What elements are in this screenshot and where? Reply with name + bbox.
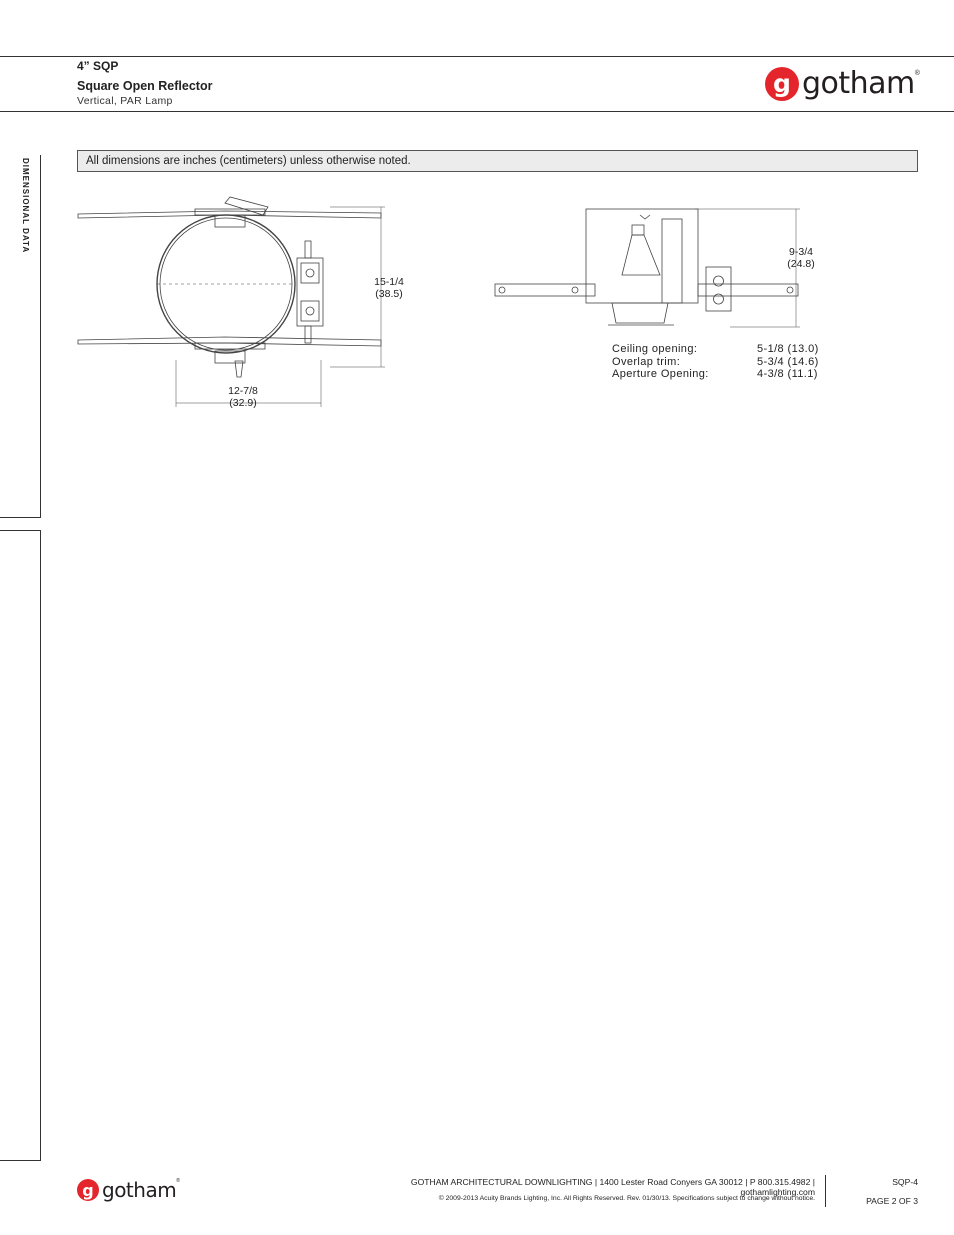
footer-divider	[825, 1175, 826, 1207]
footer-logo-mark: g	[77, 1179, 99, 1201]
spec-label: Ceiling opening:	[612, 343, 698, 355]
spec-label: Aperture Opening:	[612, 368, 709, 380]
opening-spec-table	[612, 343, 819, 381]
side-view-drawing	[490, 205, 810, 335]
footer-logo-wordmark: gotham	[102, 1178, 177, 1202]
footer-address: GOTHAM ARCHITECTURAL DOWNLIGHTING | 1400 Lester Road Conyers GA 30012 | P 800.315.4982 | gothamlighting.com	[410, 1177, 815, 1197]
side-height-cm: (24.8)	[787, 258, 815, 270]
header-bottom-rule	[0, 111, 954, 112]
spec-value: 5-1/8 (13.0)	[757, 343, 819, 355]
product-name: Square Open Reflector	[77, 79, 213, 93]
spec-label: Overlap trim:	[612, 355, 681, 368]
top-width-inches: 12-7/8	[228, 385, 258, 397]
logo-mark: g	[765, 67, 799, 101]
spec-row	[612, 356, 819, 369]
spec-row	[612, 368, 819, 381]
sidebar-section-label: DIMENSIONAL DATA	[21, 158, 30, 254]
spec-value: 5-3/4 (14.6)	[757, 355, 819, 368]
logo-wordmark: gotham	[802, 66, 915, 101]
side-height-inches: 9-3/4	[789, 246, 813, 258]
product-subtitle: Vertical, PAR Lamp	[77, 95, 173, 107]
footer-gotham-logo	[77, 1178, 180, 1202]
side-height-dimension	[776, 246, 826, 270]
footer-page-number: PAGE 2 OF 3	[866, 1196, 918, 1206]
footer-copyright: © 2009-2013 Acuity Brands Lighting, Inc. All Rights Reserved. Rev. 01/30/13. Specifications subject to change without notice.	[438, 1195, 815, 1202]
registered-mark: ®	[914, 70, 920, 77]
top-height-dimension	[364, 276, 414, 300]
sidebar-lower-tab	[0, 530, 41, 1161]
spec-row	[612, 343, 819, 356]
spec-value: 4-3/8 (11.1)	[757, 368, 818, 380]
top-height-inches: 15-1/4	[374, 276, 404, 288]
top-width-cm: (32.9)	[229, 397, 257, 409]
gotham-logo	[765, 66, 920, 101]
product-code: 4” SQP	[77, 59, 119, 73]
top-view-drawing	[75, 195, 395, 410]
header-top-rule	[0, 56, 954, 57]
dimensions-note: All dimensions are inches (centimeters) unless otherwise noted.	[77, 150, 918, 172]
footer-doc-code: SQP-4	[892, 1177, 918, 1187]
top-width-dimension	[218, 385, 268, 409]
footer-registered-mark: ®	[176, 1178, 180, 1184]
top-height-cm: (38.5)	[375, 288, 403, 300]
